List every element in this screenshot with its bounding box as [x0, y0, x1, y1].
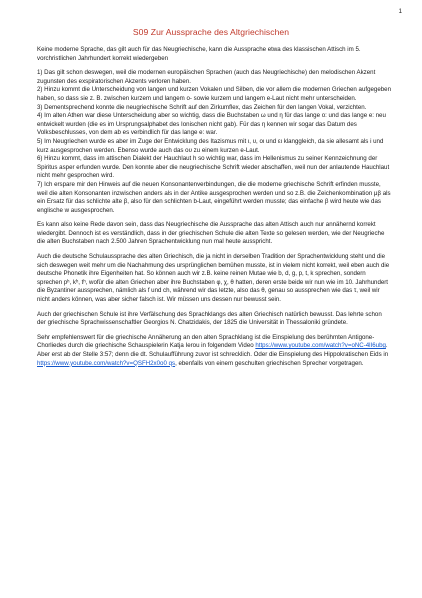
page-number: 1	[398, 8, 402, 15]
paragraph-deutsche-schulaussprache: Auch die deutsche Schulaussprache des alten Griechisch, die ja nicht in derselben Tradition der Sprachentwicklung steht und die sich deswegen weit mehr um die Nachahmung des ursprünglichen bemühen musste, ist in vielem nicht korrekt, weil eben auch die deutsche Phonetik ihre Eigenheiten hat. So können auch wir z.B. keine reinen Mutae wie b, d, g, p, t, k sprechen, sondern sprechen pʰ, kʰ, tʰ, wofür die alten Griechen aber ihre Buchstaben φ, χ, θ hatten, deren erste beide wir nun wie im 10. Jahrhundert die Byzantiner aussprechen, nämlich als f und ch, während wir das letzte, also das θ, genau so aussprechen wie das τ, weil wir nicht anders können, was aber sicher falsch ist. Wir müssen uns dessen nur bewusst sein.	[37, 253, 390, 304]
youtube-link-antigone[interactable]: https://www.youtube.com/watch?v=oNC-4lI6ubg	[255, 342, 386, 350]
paragraph-video-recommendation	[37, 334, 391, 368]
youtube-link-hippokrates[interactable]: https://www.youtube.com/watch?v=QSFH2x0o0 qs	[37, 359, 176, 367]
paragraph-griechische-schule: Auch der griechischen Schule ist ihre Verfälschung des Sprachklangs des alten Griechisch natürlich bewusst. Das lehrte schon der griechische Sprachwissenschaftler Georgios N. Chatzidakis, der 1825 die Universität in Thessaloniki gründete.	[37, 310, 382, 327]
point-5: 5) Im Neugriechen wurde es aber im Zuge der Entwicklung des Itazismus mit ι, υ, οι und ει klanggleich, da sie allesamt als i und kurz ausgesprochen werden. Ebenso wurde auch das ου zu einem kurzen e-Laut.	[37, 137, 384, 154]
point-7: 7) Ich erspare mir den Hinweis auf die neuen Konsonantenverbindungen, die die moderne griechische Schrift erfinden musste, weil die alten Konsonanten inzwischen anders als in der Antike ausgesprochen werden und so z.B. die Zeichenkombination μβ als ein Ersatz für das schlichte alte β, also für den schlichten b-Laut, eingeführt werden musste; das einfache β wird heute wie das englische w ausgesprochen.	[37, 180, 391, 214]
point-3: 3) Dementsprechend konnte die neugriechische Schrift auf den Zirkumflex, das Zeichen für den langen Vokal, verzichten.	[37, 103, 367, 111]
paragraph-neugriechisch: Es kann also keine Rede davon sein, dass das Neugriechische die Aussprache das alten Attisch auch nur annähernd korrekt wiedergibt. Dennoch ist es verständlich, dass in der griechischen Schule die alten Texte so gelesen werden, wie der Neugrieche die alten Buchstaben nach 2.500 Jahren Sprachentwicklung nun mal heute ausspricht.	[37, 221, 385, 246]
point-6: 6) Hinzu kommt, dass im attischen Dialekt der Hauchlaut h so wichtig war, dass im Hellenismus zu seiner Kennzeichnung der Spiritus asper erfunden wurde. Den konnte aber die neugriechische Schrift wieder abschaffen, weil nun der anlautende Hauchlaut nicht mehr gesprochen wird.	[37, 155, 390, 180]
video-text-1: Sehr empfehlenswert für die griechische Annäherung an den alten Sprachklang ist die Einspielung des berühmten Antigone-Chorliedes durch die griechische Schauspielerin Katja Ierou in folgendem Video	[37, 333, 375, 350]
point-4: 4) Im alten Athen war diese Unterscheidung aber so wichtig, dass die Buchstaben ω und η für das lange o: und das lange e: neu entwickelt wurden (die es im Ursprungsalphabet des Ionischen nicht gab). Für das η kennen wir sogar das Datum des Volksbeschlusses, von dem ab es verbindlich für das lange e: war.	[37, 112, 386, 137]
document-title: S09 Zur Aussprache des Altgriechischen	[132, 27, 290, 37]
document-body	[37, 46, 391, 368]
video-text-2: . Aber erst ab der Stelle 3:57; denn die dt. Schulaufführung zuvor ist schrecklich. Oder die Einspielung des Hippokratischen Eids in	[37, 342, 389, 358]
point-1: 1) Das gilt schon deswegen, weil die modernen europäischen Sprachen (auch das Neugriechische) den melodischen Akzent zugunsten des exspiratorischen Akzents verloren haben.	[37, 69, 376, 85]
intro-paragraph: Keine moderne Sprache, das gilt auch für das Neugriechische, kann die Aussprache etwa des klassischen Attisch im 5. vorchristlichen Jahrhundert korrekt wiedergeben	[37, 46, 361, 62]
point-2: 2) Hinzu kommt die Unterscheidung von langen und kurzen Vokalen und Silben, die vor allem die modernen Griechen aufgegeben haben, so dass sie z. B. zwischen kurzem und langem o- sowie kurzem und langem e-Laut nicht mehr unterscheiden.	[37, 86, 391, 102]
video-text-3: , ebenfalls von einem geschulten griechischen Sprecher vorgetragen.	[175, 359, 364, 367]
